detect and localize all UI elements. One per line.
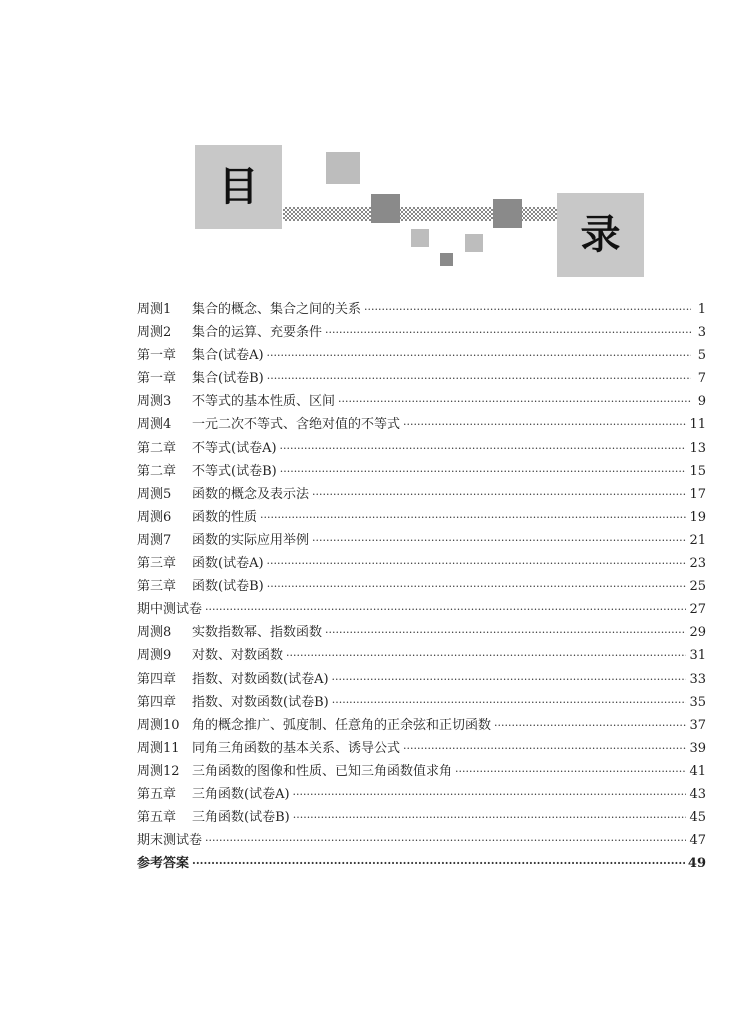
decor-square-small-1 bbox=[411, 229, 429, 247]
toc-entry-label: 周测1 bbox=[137, 302, 172, 317]
toc-entry[interactable] bbox=[137, 668, 706, 691]
toc-entry-title: 同角三角函数的基本关系、诱导公式 bbox=[192, 740, 401, 756]
toc-entry-page: 7 bbox=[697, 371, 706, 387]
toc-entry[interactable] bbox=[137, 552, 706, 575]
decor-square-top bbox=[326, 152, 360, 184]
toc-entry[interactable] bbox=[137, 483, 706, 506]
toc-entry-title: 参考答案 bbox=[137, 856, 190, 872]
toc-leader-dots bbox=[205, 598, 686, 621]
toc-entry-page: 25 bbox=[689, 579, 706, 595]
toc-entry-title: 实数指数幂、指数函数 bbox=[192, 625, 323, 641]
toc-leader-dots bbox=[364, 298, 691, 321]
toc-leader-dots bbox=[494, 714, 686, 737]
toc-entry-label: 周测4 bbox=[137, 417, 172, 433]
toc-leader-dots bbox=[267, 344, 691, 367]
toc-entry-title: 函数(试卷A) bbox=[192, 556, 264, 572]
toc-entry-page: 41 bbox=[689, 763, 706, 779]
toc-leader-dots bbox=[280, 460, 687, 483]
toc-entry-title: 集合(试卷A) bbox=[192, 348, 264, 364]
toc-entry-page: 27 bbox=[689, 602, 706, 618]
toc-entry-label: 周测5 bbox=[137, 486, 172, 502]
toc-leader-dots bbox=[312, 483, 686, 506]
toc-entry[interactable] bbox=[137, 344, 706, 367]
toc-entry-page: 47 bbox=[689, 833, 706, 849]
toc-entry-label: 第五章 bbox=[137, 786, 177, 802]
toc-entry-page: 5 bbox=[697, 348, 706, 364]
toc-entry-title: 函数(试卷B) bbox=[192, 579, 264, 595]
toc-entry-title: 对数、对数函数 bbox=[192, 648, 284, 664]
toc-entry-title: 期中测试卷 bbox=[137, 602, 203, 618]
toc-entry-label: 周测8 bbox=[137, 625, 172, 641]
toc-leader-dots bbox=[267, 575, 687, 598]
toc-entry-label: 周测12 bbox=[137, 763, 180, 779]
toc-entry[interactable] bbox=[137, 691, 706, 714]
toc-entry-label: 周测3 bbox=[137, 394, 172, 410]
decor-square-small-3 bbox=[440, 253, 453, 266]
toc-entry-title: 三角函数(试卷A) bbox=[192, 786, 290, 802]
toc-entry[interactable] bbox=[137, 390, 706, 413]
decor-square-band-right bbox=[493, 199, 522, 228]
toc-entry-title: 三角函数(试卷B) bbox=[192, 810, 290, 826]
title-box-lu bbox=[557, 193, 644, 277]
toc-entry[interactable] bbox=[137, 644, 706, 667]
toc-entry-title: 角的概念推广、弧度制、任意角的正余弦和正切函数 bbox=[192, 717, 492, 733]
toc-entry-title: 函数的性质 bbox=[192, 509, 258, 525]
title-box-mu bbox=[195, 145, 282, 229]
toc-entry-label: 第三章 bbox=[137, 556, 177, 572]
toc-entry[interactable] bbox=[137, 760, 706, 783]
title-char-mu: 目 bbox=[218, 164, 259, 210]
toc-leader-dots bbox=[403, 413, 686, 436]
title-char-lu: 录 bbox=[580, 212, 621, 258]
toc-entry-title: 指数、对数函数(试卷B) bbox=[192, 694, 329, 710]
toc-entry-label: 第五章 bbox=[137, 810, 177, 826]
toc-entry-title: 一元二次不等式、含绝对值的不等式 bbox=[192, 417, 401, 433]
toc-leader-dots bbox=[280, 437, 687, 460]
toc-entry-title: 函数的实际应用举例 bbox=[192, 532, 310, 548]
toc-entry[interactable] bbox=[137, 529, 706, 552]
toc-entry-page: 35 bbox=[689, 694, 706, 710]
toc-entry[interactable] bbox=[137, 298, 706, 321]
toc-entry-title: 期末测试卷 bbox=[137, 833, 203, 849]
toc-entry-page: 3 bbox=[697, 325, 706, 341]
toc-entry-page: 19 bbox=[689, 509, 706, 525]
toc-entry-page: 31 bbox=[689, 648, 706, 664]
toc-leader-dots bbox=[267, 367, 691, 390]
toc-entry[interactable] bbox=[137, 598, 706, 621]
toc-leader-dots bbox=[260, 506, 686, 529]
toc-entry[interactable] bbox=[137, 737, 706, 760]
toc-entry-page: 9 bbox=[697, 394, 706, 410]
toc-entry-title: 指数、对数函数(试卷A) bbox=[192, 671, 329, 687]
toc-entry-title: 三角函数的图像和性质、已知三角函数值求角 bbox=[192, 763, 453, 779]
toc-leader-dots bbox=[332, 691, 687, 714]
toc-entry-page: 29 bbox=[689, 625, 706, 641]
toc-entry-label: 第二章 bbox=[137, 440, 177, 456]
toc-leader-dots bbox=[455, 760, 686, 783]
toc-entry-page: 49 bbox=[687, 856, 706, 872]
toc-entry-page: 13 bbox=[689, 440, 706, 456]
toc-entry-page: 43 bbox=[689, 786, 706, 802]
toc-entry-label: 周测7 bbox=[137, 532, 172, 548]
toc-entry-page: 11 bbox=[689, 417, 706, 433]
toc-leader-dots bbox=[286, 644, 686, 667]
toc-entry-label: 周测11 bbox=[137, 740, 180, 756]
decor-square-small-2 bbox=[465, 234, 483, 252]
toc-entry-label: 周测6 bbox=[137, 509, 172, 525]
toc-entry-title: 不等式(试卷B) bbox=[192, 463, 277, 479]
toc-entry[interactable] bbox=[137, 367, 706, 390]
toc-entry-label: 第四章 bbox=[137, 694, 177, 710]
toc-entry[interactable] bbox=[137, 852, 706, 875]
toc-entry-title: 函数的概念及表示法 bbox=[192, 486, 310, 502]
toc-leader-dots bbox=[338, 390, 691, 413]
toc-entry-page: 39 bbox=[689, 740, 706, 756]
toc-entry-label: 第四章 bbox=[137, 671, 177, 687]
toc-entry[interactable] bbox=[137, 783, 706, 806]
toc-entry-label: 第二章 bbox=[137, 463, 177, 479]
toc-leader-dots bbox=[205, 829, 686, 852]
toc-leader-dots bbox=[293, 806, 687, 829]
toc-entry[interactable] bbox=[137, 829, 706, 852]
toc-entry-page: 1 bbox=[697, 302, 706, 317]
toc-leader-dots bbox=[293, 783, 687, 806]
toc-leader-dots bbox=[267, 552, 687, 575]
toc-entry-page: 33 bbox=[689, 671, 706, 687]
table-of-contents bbox=[137, 298, 706, 875]
toc-entry[interactable] bbox=[137, 460, 706, 483]
toc-entry-page: 23 bbox=[689, 556, 706, 572]
toc-entry[interactable] bbox=[137, 437, 706, 460]
toc-entry[interactable] bbox=[137, 575, 706, 598]
toc-entry[interactable] bbox=[137, 413, 706, 436]
toc-entry-page: 37 bbox=[689, 717, 706, 733]
toc-entry-label: 第三章 bbox=[137, 579, 177, 595]
toc-entry-page: 15 bbox=[689, 463, 706, 479]
toc-entry-label: 周测10 bbox=[137, 717, 180, 733]
toc-leader-dots bbox=[325, 321, 691, 344]
toc-entry-label: 周测2 bbox=[137, 325, 172, 341]
toc-leader-dots bbox=[332, 668, 687, 691]
toc-leader-dots bbox=[192, 852, 685, 875]
toc-entry-title: 不等式的基本性质、区间 bbox=[192, 394, 336, 410]
toc-leader-dots bbox=[325, 621, 686, 644]
toc-entry-title: 集合(试卷B) bbox=[192, 371, 264, 387]
toc-entry[interactable] bbox=[137, 506, 706, 529]
toc-leader-dots bbox=[312, 529, 686, 552]
toc-entry-page: 21 bbox=[689, 532, 706, 548]
toc-entry-label: 第一章 bbox=[137, 371, 177, 387]
toc-entry[interactable] bbox=[137, 621, 706, 644]
toc-entry-label: 周测9 bbox=[137, 648, 172, 664]
toc-entry[interactable] bbox=[137, 321, 706, 344]
toc-entry-label: 第一章 bbox=[137, 348, 177, 364]
toc-entry-title: 集合的运算、充要条件 bbox=[192, 325, 323, 341]
toc-leader-dots bbox=[403, 737, 686, 760]
toc-entry-page: 17 bbox=[689, 486, 706, 502]
toc-entry-title: 集合的概念、集合之间的关系 bbox=[192, 302, 362, 317]
decor-square-band-left bbox=[371, 194, 400, 223]
toc-entry-page: 45 bbox=[689, 810, 706, 826]
toc-header-graphic bbox=[0, 0, 744, 290]
toc-entry-title: 不等式(试卷A) bbox=[192, 440, 277, 456]
toc-entry[interactable] bbox=[137, 806, 706, 829]
toc-entry[interactable] bbox=[137, 714, 706, 737]
